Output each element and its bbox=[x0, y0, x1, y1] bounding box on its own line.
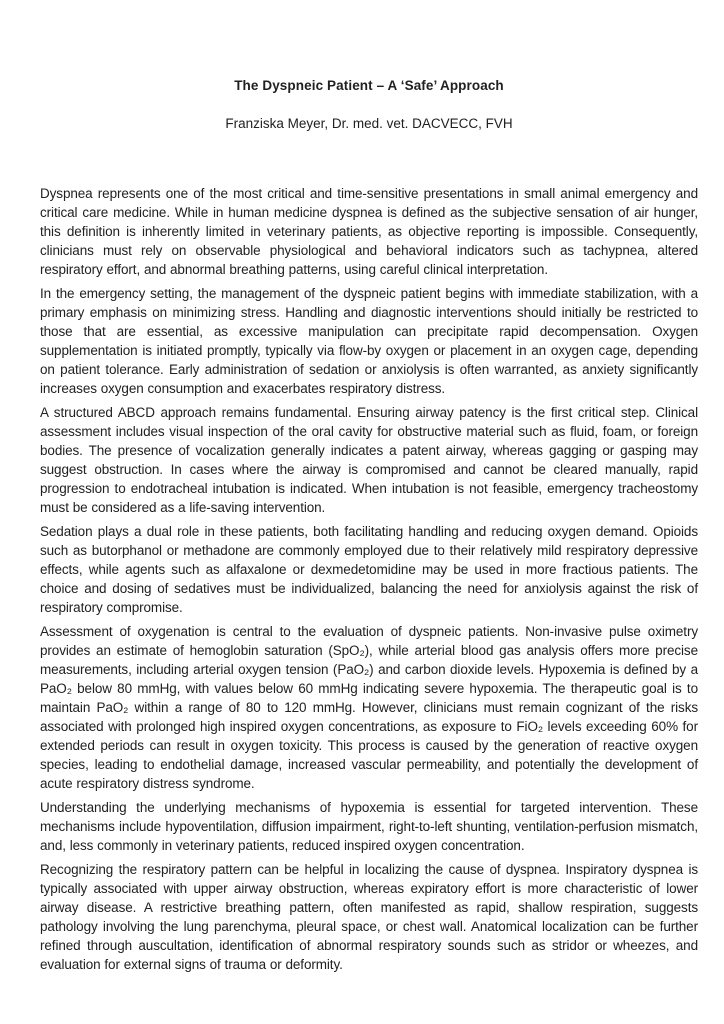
paragraph-dyspnea-definition: Dyspnea represents one of the most critical and time-sensitive presentations in small animal emergency and critical care medicine. While in human medicine dyspnea is defined as the subjective sensation of air hunger, this definition is inherently limited in veterinary patients, as objective reporting is impossible. Consequently, clinicians must rely on observable physiological and behavioral indicators such as tachypnea, altered respiratory effort, and abnormal breathing patterns, using careful clinical interpretation. bbox=[40, 186, 698, 277]
document-title: The Dyspneic Patient – A ‘Safe’ Approach bbox=[234, 78, 504, 93]
paragraph-respiratory-pattern: Recognizing the respiratory pattern can be helpful in localizing the cause of dyspnea. Inspiratory dyspnea is typically associated with upper airway obstruction, whereas expiratory effort is more characteristic of lower airway disease. A restrictive breathing pattern, often manifested as rapid, shallow respiration, suggests pathology involving the lung parenchyma, pleural space, or chest wall. Anatomical localization can be further refined through auscultation, identification of abnormal respiratory sounds such as stridor or wheezes, and evaluation for external signs of trauma or deformity. bbox=[40, 862, 698, 972]
paragraph-emergency-stabilization: In the emergency setting, the management of the dyspneic patient begins with immediate stabilization, with a primary emphasis on minimizing stress. Handling and diagnostic interventions should initially be restricted to those that are essential, as excessive manipulation can precipitate rapid decompensation. Oxygen supplementation is initiated promptly, typically via flow-by oxygen or placement in an oxygen cage, depending on patient tolerance. Early administration of sedation or anxiolysis is often warranted, as anxiety significantly increases oxygen consumption and exacerbates respiratory distress. bbox=[40, 286, 698, 396]
paragraph-abcd-approach: A structured ABCD approach remains fundamental. Ensuring airway patency is the first critical step. Clinical assessment includes visual inspection of the oral cavity for obstructive material such as fluid, foam, or foreign bodies. The presence of vocalization generally indicates a patent airway, whereas gagging or gasping may suggest obstruction. In cases where the airway is compromised and cannot be cleared manually, rapid progression to endotracheal intubation is indicated. When intubation is not feasible, emergency tracheostomy must be considered as a life-saving intervention. bbox=[40, 405, 698, 515]
paragraph-sedation: Sedation plays a dual role in these patients, both facilitating handling and reducing oxygen demand. Opioids such as butorphanol or methadone are commonly employed due to their relatively mild respiratory depressive effects, while agents such as alfaxalone or dexmedetomidine may be used in more fractious patients. The choice and dosing of sedatives must be individualized, balancing the need for anxiolysis against the risk of respiratory compromise. bbox=[40, 524, 698, 615]
paragraph-oxygenation-assessment: Assessment of oxygenation is central to the evaluation of dyspneic patients. Non-invasive pulse oximetry provides an estimate of hemoglobin saturation (SpO₂), while arterial blood gas analysis offers more precise measurements, including arterial oxygen tension (PaO₂) and carbon dioxide levels. Hypoxemia is defined by a PaO₂ below 80 mmHg, with values below 60 mmHg indicating severe hypoxemia. The therapeutic goal is to maintain PaO₂ within a range of 80 to 120 mmHg. However, clinicians must remain cognizant of the risks associated with prolonged high inspired oxygen concentrations, as exposure to FiO₂ levels exceeding 60% for extended periods can result in oxygen toxicity. This process is caused by the generation of reactive oxygen species, leading to endothelial damage, increased vascular permeability, and potentially the development of acute respiratory distress syndrome. bbox=[40, 624, 698, 791]
document-author: Franziska Meyer, Dr. med. vet. DACVECC, FVH bbox=[225, 116, 513, 131]
paragraph-hypoxemia-mechanisms: Understanding the underlying mechanisms of hypoxemia is essential for targeted intervention. These mechanisms include hypoventilation, diffusion impairment, right-to-left shunting, ventilation-perfusion mismatch, and, less commonly in veterinary patients, reduced inspired oxygen concentration. bbox=[40, 800, 698, 853]
document-body bbox=[40, 184, 698, 974]
